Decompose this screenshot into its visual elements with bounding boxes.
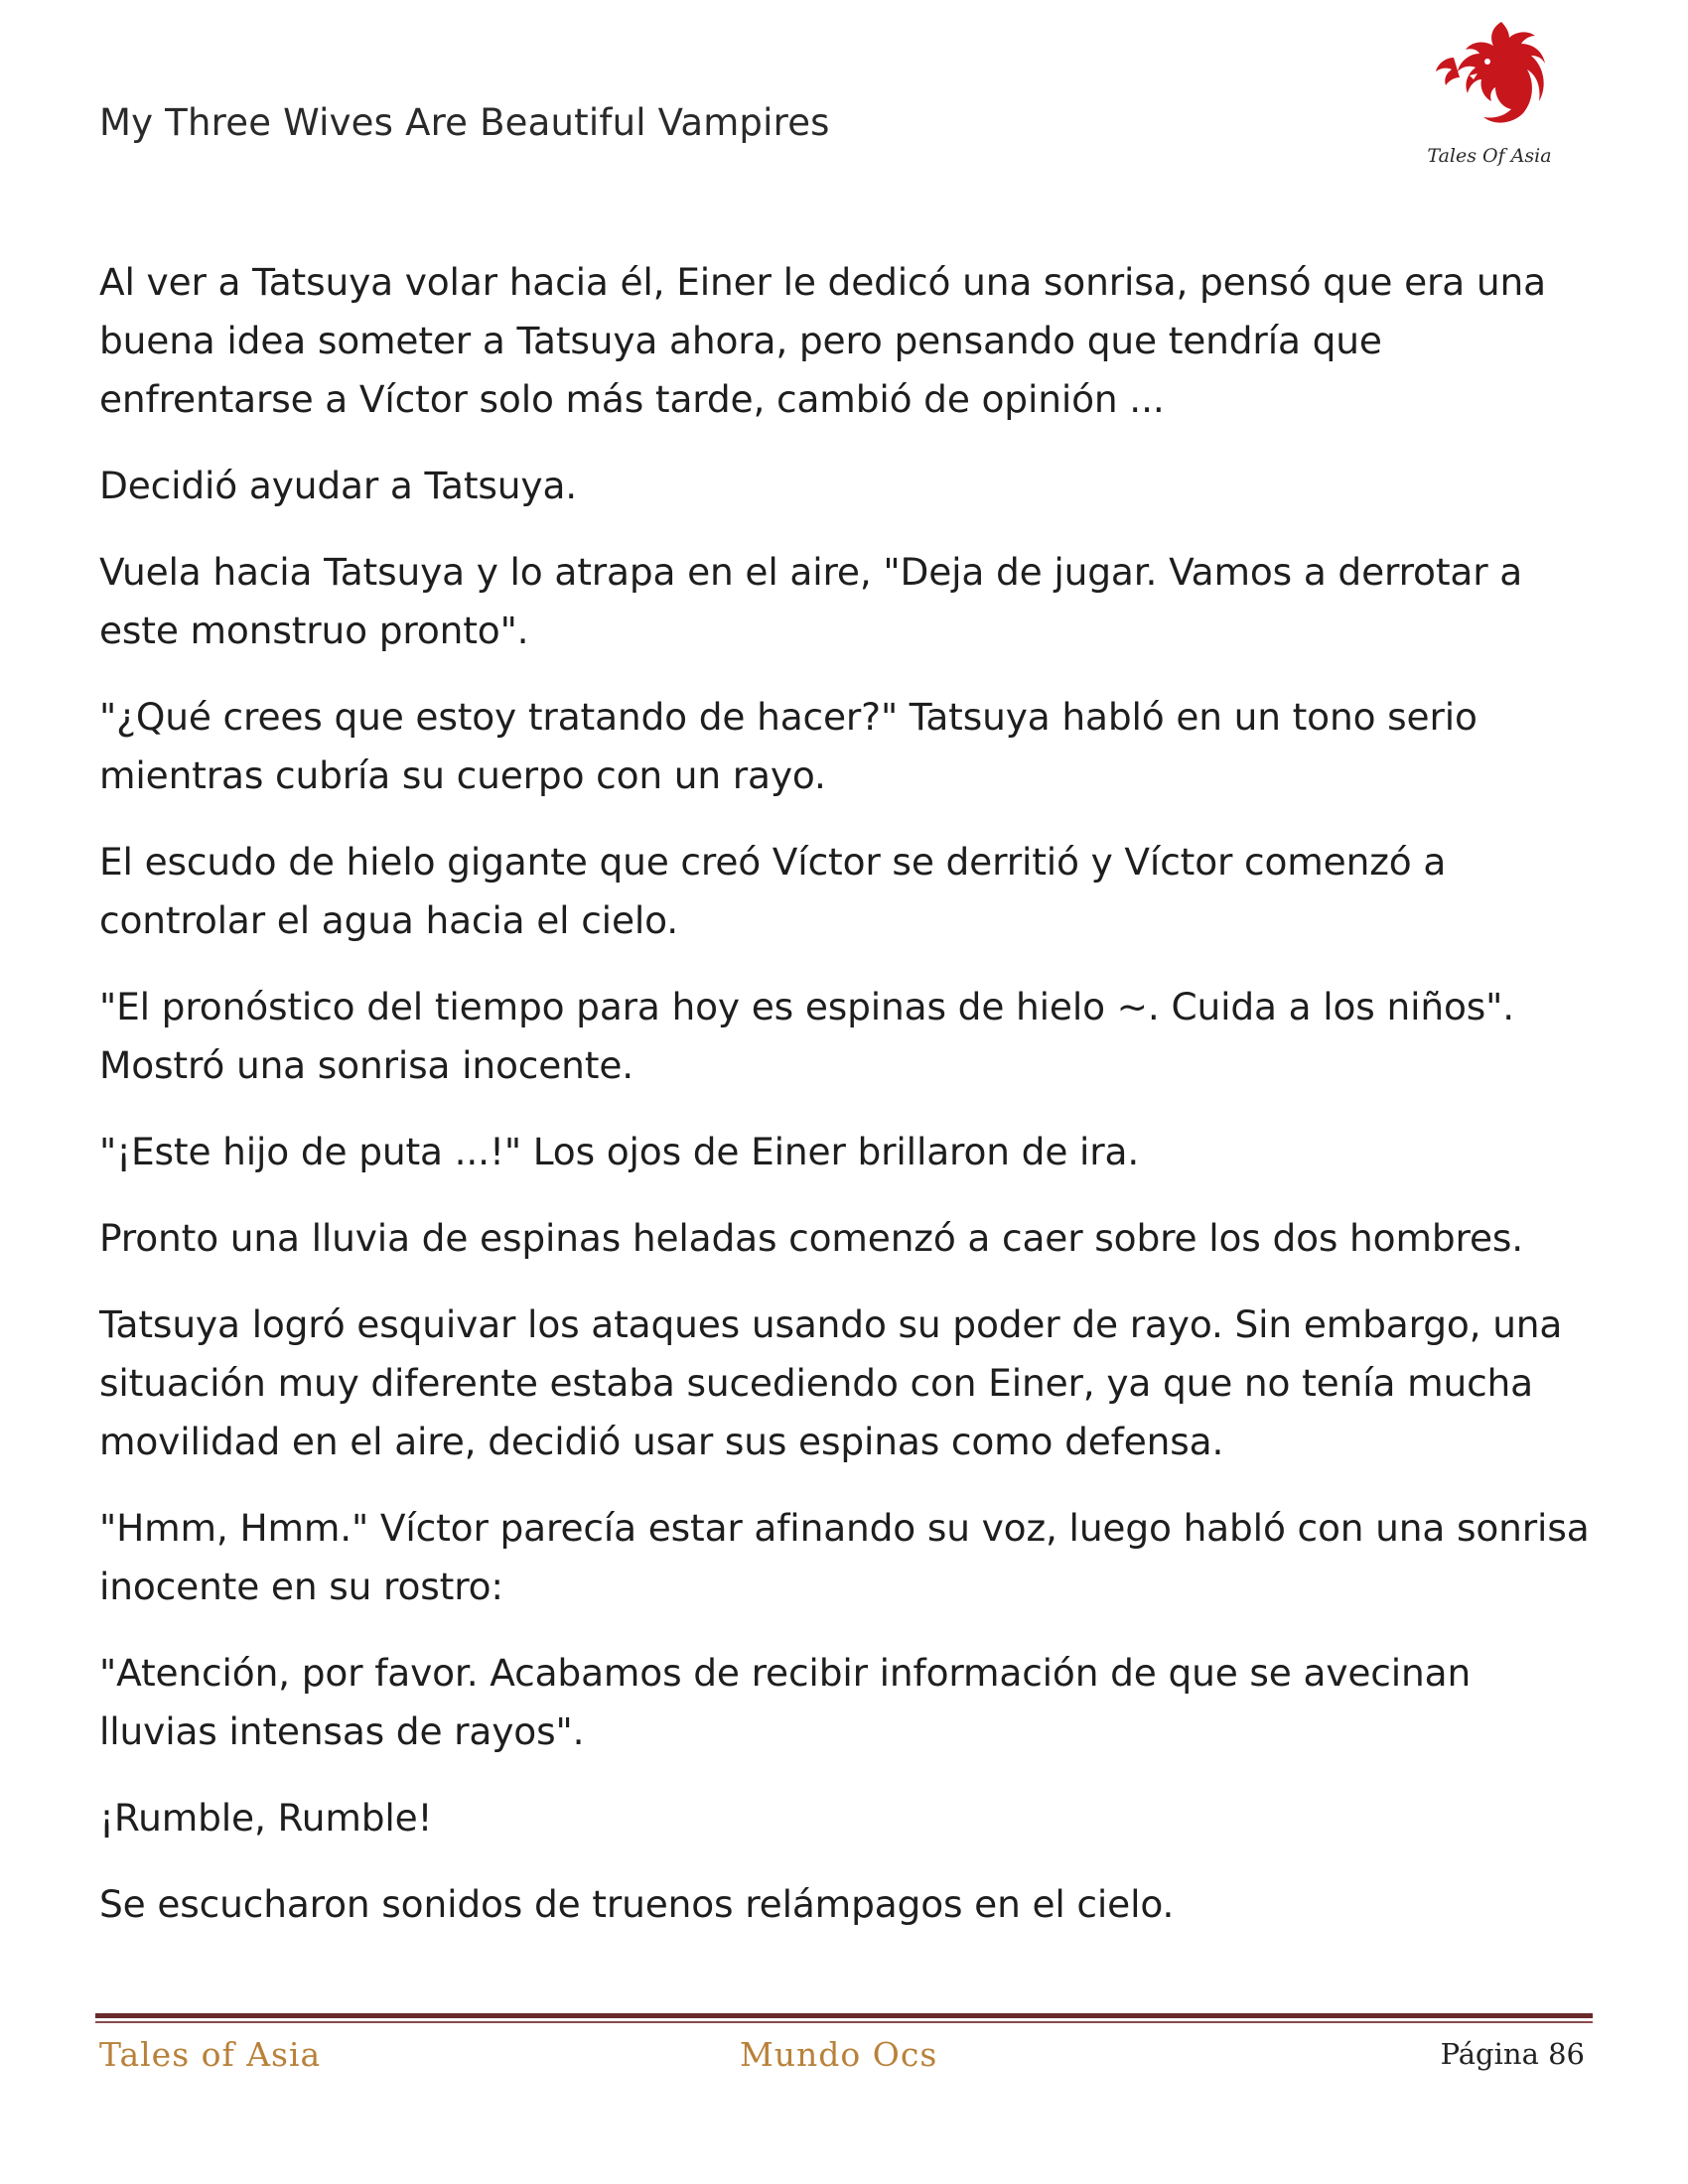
paragraph: "Atención, por favor. Acabamos de recibir información de que se avecinan lluvias intensas de rayos". [99, 1651, 1472, 1753]
paragraph: El escudo de hielo gigante que creó Víctor se derritió y Víctor comenzó a controlar el agua hacia el cielo. [99, 840, 1447, 942]
red-dragon-icon [1432, 18, 1547, 147]
paragraph: Se escucharon sonidos de truenos relámpagos en el cielo. [99, 1882, 1175, 1926]
footer-divider [95, 2013, 1593, 2018]
paragraph: "¡Este hijo de puta ...!" Los ojos de Einer brillaron de ira. [99, 1130, 1140, 1173]
paragraph: Tatsuya logró esquivar los ataques usando su poder de rayo. Sin embargo, una situación muy diferente estaba sucediendo con Einer, ya que no tenía mucha movilidad en el aire, decidió usar sus espinas como defensa. [99, 1302, 1563, 1463]
page-header-title: My Three Wives Are Beautiful Vampires [99, 101, 830, 144]
chapter-body [99, 253, 1599, 1962]
footer-site-name: Tales of Asia [99, 2035, 322, 2074]
footer-section-name: Mundo Ocs [740, 2035, 938, 2074]
page-number: Página 86 [1440, 2037, 1585, 2071]
paragraph: "¿Qué crees que estoy tratando de hacer?" Tatsuya habló en un tono serio mientras cubría su cuerpo con un rayo. [99, 695, 1477, 797]
paragraph: Pronto una lluvia de espinas heladas comenzó a caer sobre los dos hombres. [99, 1216, 1524, 1260]
paragraph: Al ver a Tatsuya volar hacia él, Einer le dedicó una sonrisa, pensó que era una buena idea someter a Tatsuya ahora, pero pensando que tendría que enfrentarse a Víctor solo más tarde, cambió de opinión ... [99, 260, 1546, 421]
paragraph: Vuela hacia Tatsuya y lo atrapa en el aire, "Deja de jugar. Vamos a derrotar a este monstruo pronto". [99, 550, 1523, 652]
logo-text: Tales Of Asia [1427, 145, 1552, 167]
paragraph: "Hmm, Hmm." Víctor parecía estar afinando su voz, luego habló con una sonrisa inocente en su rostro: [99, 1506, 1590, 1608]
paragraph: Decidió ayudar a Tatsuya. [99, 464, 578, 507]
tales-of-asia-logo [1420, 18, 1559, 182]
paragraph: "El pronóstico del tiempo para hoy es espinas de hielo ~. Cuida a los niños". Mostró una sonrisa inocente. [99, 985, 1515, 1087]
paragraph: ¡Rumble, Rumble! [99, 1796, 433, 1840]
footer-divider-thin [95, 2021, 1593, 2023]
